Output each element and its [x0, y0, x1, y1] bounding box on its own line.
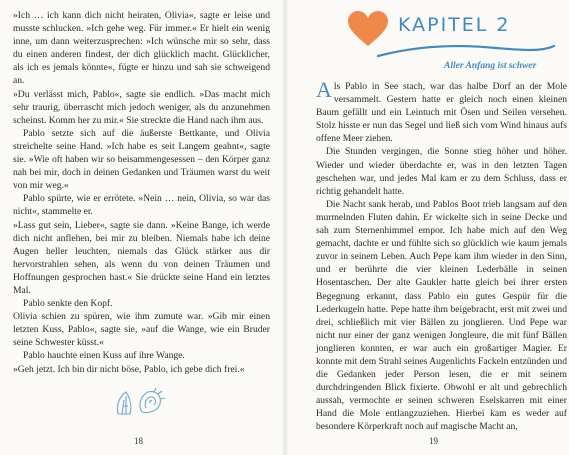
page-number: 19	[429, 436, 438, 446]
paragraph: »Lass gut sein, Lieber«, sagte sie dann. »Keine Bange, ich werde dich nicht anflehen, bei mir zu bleiben. Niemals habe ich deine Augen heller leuchten, niemals das Glück stärker aus dir hervorstrahlen sehen, als wenn du von deinen Träumen und Hoffnungen gesprochen hast.« Sie drückte seine Hand ein letztes Mal.	[13, 219, 270, 296]
paragraph: »Ich … ich kann dich nicht heiraten, Olivia«, sagte er leise und musste schlucken. »Ich gehe weg. Für immer.« Er hielt ein wenig inne, um dann weiterzusprechen: »Ich wünsche mir so sehr, dass du einen anderen findest, der dich glücklich macht. Glücklicher, als ich es jemals könnte«, fügte er hinzu und sah sie schweigend an.	[13, 10, 270, 87]
right-page	[286, 0, 569, 455]
paragraph: Die Nacht sank herab, und Pablos Boot trieb langsam auf den murmelnden Fluten dahin. Er wickelte sich in seine Decke und sah zum Sternenhimmel empor. Ich habe mich auf den Weg gemacht, dachte er und fühlte sich so glücklich wie kaum jemals zuvor in seinem Leben. Auch Pepe kam ihm wieder in den Sinn, und er berührte die vier kleinen Lederbälle in seinen Hosentaschen. Der alte Gaukler hatte gleich bei ihrer ersten Begegnung erkannt, dass Pablo ein gutes Gespür für die Lederkugeln hatte. Pepe hatte ihm beigebracht, erst mit zwei und drei, schließlich mit vier Bällen zu jonglieren. Und Pepe war nicht nur einer der ganz wenigen Jongleure, die mit fünf Bällen jonglieren konnten, er war auch ein großartiger Magier. Er konnte mit dem Strahl seines Augenlichts Fackeln entzünden und die Gedanken jeder Person lesen, die er mit seinem durchdringenden Blick fixierte. Obwohl er alt und gebrechlich aussah, vermochte er seinen schweren Eselskarren mit einer Hand die Mole entlangzuziehen. Hierbei kam es weder auf besondere Körperkraft noch auf magische Macht an,	[316, 198, 567, 433]
paragraph: Pablo spürte, wie er errötete. »Nein … nein, Olivia, so war das nicht«, stammelte er.	[13, 193, 270, 218]
left-page	[0, 0, 283, 455]
chapter-subtitle: Aller Anfang ist schwer	[444, 61, 537, 71]
paragraph: Die Stunden vergingen, die Sonne stieg höher und höher. Wieder und wieder überdachte er, was in den letzten Tagen geschehen war, und jedes Mal kam er zu dem Schluss, dass er richtig gehandelt hatte.	[316, 146, 567, 197]
paragraph: Pablo setzte sich auf die äußerste Bettkante, und Olivia streichelte seine Hand. »Ich habe es seit Langem geahnt«, sagte sie. »Wie oft haben wir so beisammengesessen – den Körper ganz nah bei mir, doch in deinen Gedanken und Träumen warst du weit von mir weg.«	[13, 127, 270, 192]
wave-swoosh-icon	[376, 42, 556, 60]
paragraph: Pablo senkte den Kopf.	[23, 298, 113, 310]
paragraph: »Du verlässt mich, Pablo«, sagte sie endlich. »Das macht mich sehr traurig, überrascht mich jedoch weniger, als du anzunehmen scheinst. Komm her zu mir.« Sie streckte die Hand nach ihm aus.	[13, 88, 270, 126]
right-page-text	[316, 77, 567, 434]
paragraph-text: ls Pablo in See stach, war das halbe Dorf an der Mole versammelt. Gestern hatte er gleich noch einen kleinen Baum gefällt und ein Leintuch mit Ösen und Seilen versehen. Stolz hisste er nun das Segel und ließ sich vom Wind hinaus aufs offene Meer ziehen.	[316, 81, 567, 145]
paragraph: Olivia schien zu spüren, wie ihm zumute war. »Gib mir einen letzten Kuss, Pablo«, sagte sie, »auf die Wange, wie ein Bruder seine Schwester küsst.«	[13, 311, 270, 349]
first-paragraph	[316, 77, 567, 145]
shell-icon	[110, 376, 170, 420]
paragraph: »Geh jetzt. Ich bin dir nicht böse, Pablo, ich gebe dich frei.«	[13, 363, 245, 375]
paragraph: Pablo hauchte einen Kuss auf ihre Wange.	[23, 350, 185, 362]
chapter-title: KAPITEL 2	[398, 14, 511, 36]
drop-cap: A	[316, 77, 332, 102]
left-page-text	[13, 9, 270, 376]
chapter-heading	[346, 6, 566, 70]
page-number: 18	[134, 436, 143, 446]
